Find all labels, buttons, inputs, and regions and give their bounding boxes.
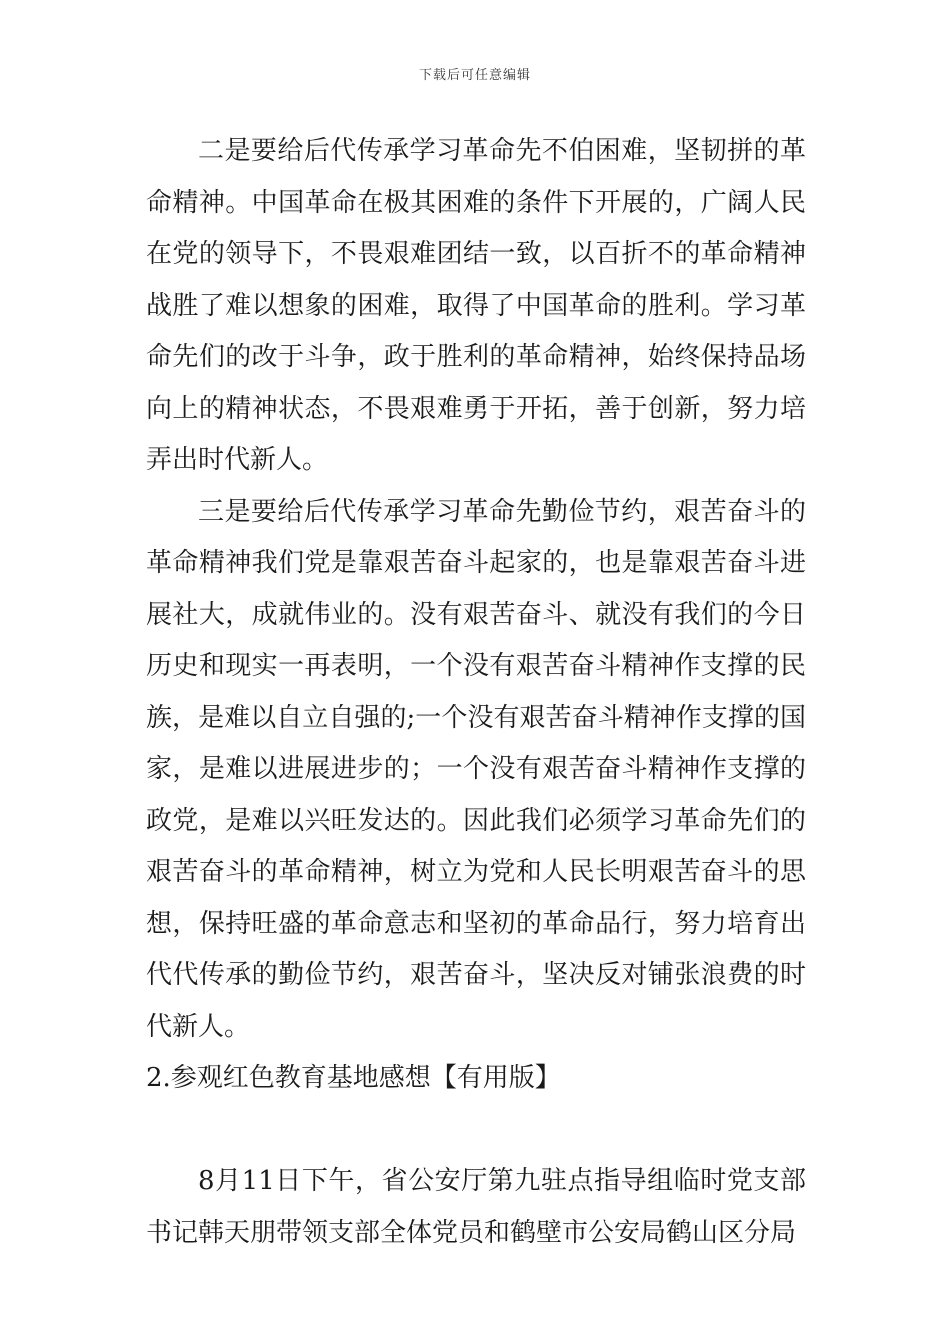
page-header: 下载后可任意编辑 [418, 68, 531, 83]
paragraph-spirit-of-hardship: 二是要给后代传承学习革命先不伯困难，坚韧拼的革命精神。中国革命在极其困难的条件下开展的，广阔人民在党的领导下，不畏艰难团结一致，以百折不的革命精神战胜了难以想象的困难，取得了中国革命的胜利。学习革命先们的改于斗争，政于胜利的革命精神，始终保持品场向上的精神状态，不畏艰难勇于开拓，善于创新，努力培弄出时代新人。 [146, 136, 806, 475]
paragraph-visit-intro: 8月11日下午，省公安厅第九驻点指导组临时党支部书记韩天朋带领支部全体党员和鹤壁市公安局鹤山区分局 [146, 1166, 806, 1248]
section-heading: 2.参观红色教育基地感想【有用版】 [146, 1063, 561, 1093]
paragraph-frugality: 三是要给后代传承学习革命先勤俭节约，艰苦奋斗的革命精神我们党是靠艰苦奋斗起家的，也是靠艰苦奋斗进展社大，成就伟业的。没有艰苦奋斗、就没有我们的今日历史和现实一再表明，一个没有艰苦奋斗精神作支撑的民族，是难以自立自强的;一个没有艰苦奋斗精神作支撑的国家，是难以进展进步的；一个没有艰苦奋斗精神作支撑的政党，是难以兴旺发达的。因此我们必须学习革命先们的艰苦奋斗的革命精神，树立为党和人民长明艰苦奋斗的思想，保持旺盛的革命意志和坚初的革命品行，努力培育出代代传承的勤俭节约，艰苦奋斗，坚决反对铺张浪费的时代新人。 [146, 496, 806, 1042]
blank-line [146, 1105, 806, 1157]
document-body [146, 126, 806, 1259]
